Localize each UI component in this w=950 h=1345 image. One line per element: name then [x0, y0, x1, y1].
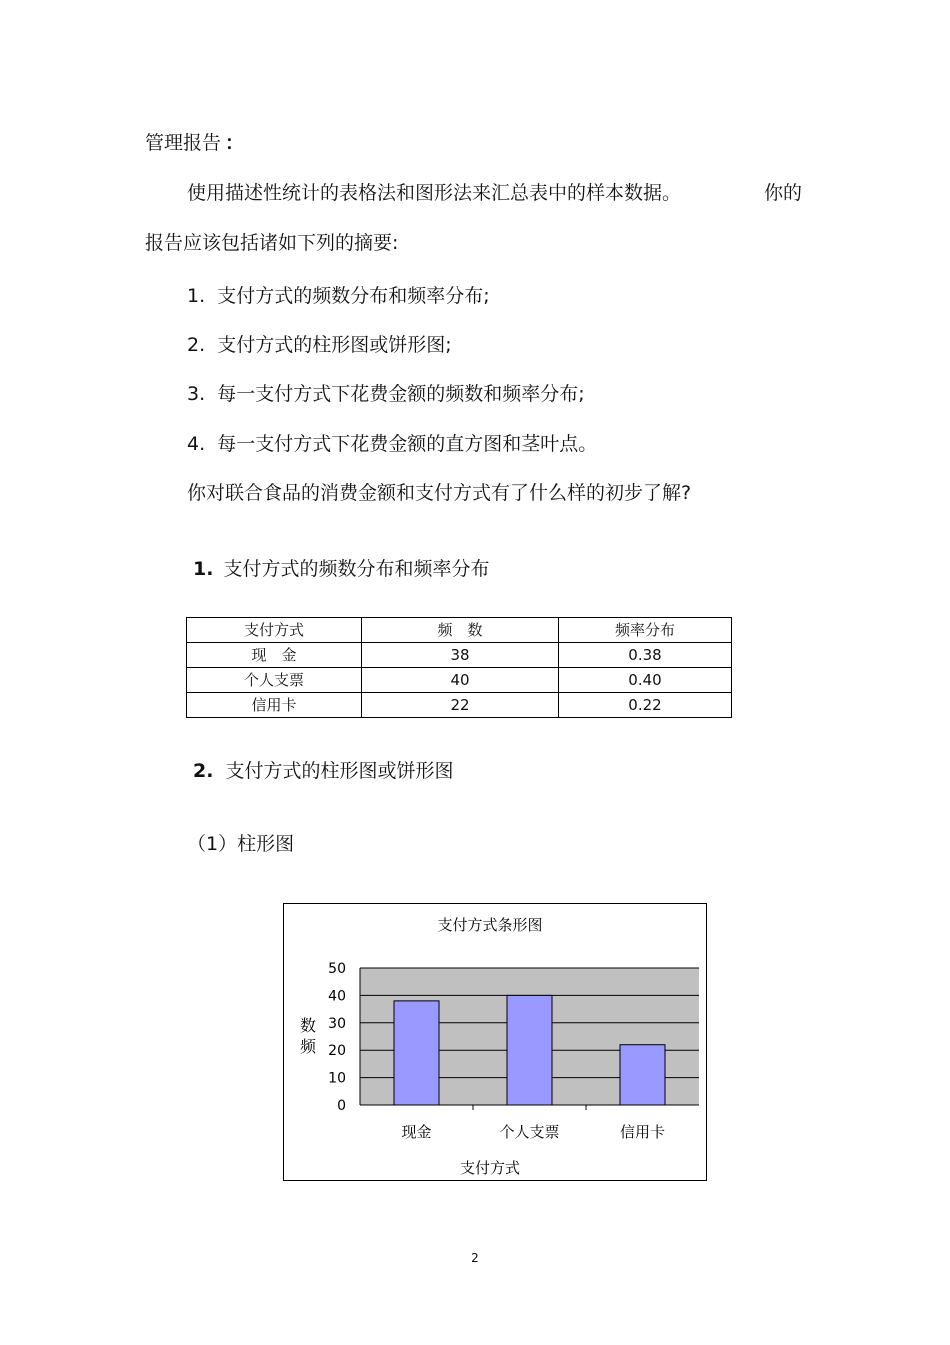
requirement-number: 3.	[187, 383, 206, 405]
table-cell: 现 金	[187, 643, 362, 668]
table-header-cell: 频率分布	[559, 618, 732, 643]
table-cell: 0.22	[559, 693, 732, 718]
requirement-item-4	[187, 432, 597, 456]
table-cell: 40	[362, 668, 559, 693]
intro-line-1-end: 你的	[764, 182, 803, 204]
table-row	[187, 693, 732, 718]
report-title	[145, 131, 244, 155]
x-tick-label: 信用卡	[619, 1123, 666, 1141]
table-cell: 信用卡	[187, 693, 362, 718]
page-number: 2	[471, 1251, 479, 1265]
section-2-title: 支付方式的柱形图或饼形图	[225, 760, 454, 782]
bar	[620, 1045, 665, 1105]
requirement-number: 1.	[187, 285, 206, 307]
bar	[507, 995, 552, 1105]
section-2-heading	[193, 759, 454, 783]
intro-line-1-part-1: 使用描述性统计的表格法和图形法来汇总表中的样本数据。	[187, 182, 682, 204]
requirement-number: 4.	[187, 433, 206, 455]
y-tick-label: 0	[337, 1098, 346, 1114]
table-header-row	[187, 618, 732, 643]
subsection-heading	[187, 832, 294, 856]
requirement-text: 支付方式的柱形图或饼形图;	[217, 334, 452, 356]
requirement-text: 每一支付方式下花费金额的频数和频率分布;	[217, 383, 585, 405]
table-row	[187, 643, 732, 668]
bar-chart	[283, 903, 707, 1181]
y-tick-label: 40	[328, 988, 346, 1005]
report-title-colon: ：	[225, 132, 245, 154]
requirement-item-2	[187, 333, 452, 357]
y-axis-label-char: 数	[299, 1016, 317, 1035]
table-cell: 38	[362, 643, 559, 668]
requirement-text: 每一支付方式下花费金额的直方图和茎叶点。	[217, 433, 598, 455]
chart-title: 支付方式条形图	[437, 916, 543, 934]
subsection-number: （1）	[187, 833, 238, 855]
x-axis-label: 支付方式	[459, 1159, 521, 1177]
intro-line-1	[187, 181, 681, 205]
table-header-cell: 频 数	[362, 618, 559, 643]
table-header-cell: 支付方式	[187, 618, 362, 643]
requirement-text: 支付方式的频数分布和频率分布;	[217, 285, 490, 307]
question-text: 你对联合食品的消费金额和支付方式有了什么样的初步了解?	[187, 482, 692, 504]
table-cell: 个人支票	[187, 668, 362, 693]
requirement-item-1	[187, 284, 490, 308]
requirement-item-3	[187, 382, 585, 406]
report-title-text: 管理报告	[145, 132, 222, 154]
x-tick-label: 个人支票	[499, 1123, 560, 1141]
section-2-number: 2.	[193, 760, 214, 782]
y-tick-label: 50	[328, 961, 346, 977]
section-1-heading	[193, 557, 490, 581]
table-cell: 22	[362, 693, 559, 718]
section-1-title: 支付方式的频数分布和频率分布	[223, 558, 490, 580]
requirement-number: 2.	[187, 334, 206, 356]
bar	[394, 1001, 439, 1105]
x-tick-label: 现金	[401, 1123, 432, 1141]
bar-chart-svg	[284, 904, 706, 1180]
table-cell: 0.40	[559, 668, 732, 693]
subsection-title: 柱形图	[237, 833, 295, 855]
y-axis-label-char: 频	[299, 1037, 317, 1056]
frequency-table	[186, 617, 732, 718]
intro-line-2: 报告应该包括诸如下列的摘要:	[145, 232, 399, 254]
y-tick-label: 20	[328, 1043, 346, 1060]
y-tick-label: 30	[328, 1015, 346, 1032]
y-tick-label: 10	[328, 1070, 346, 1087]
table-cell: 0.38	[559, 643, 732, 668]
section-1-number: 1.	[193, 558, 214, 580]
table-row	[187, 668, 732, 693]
